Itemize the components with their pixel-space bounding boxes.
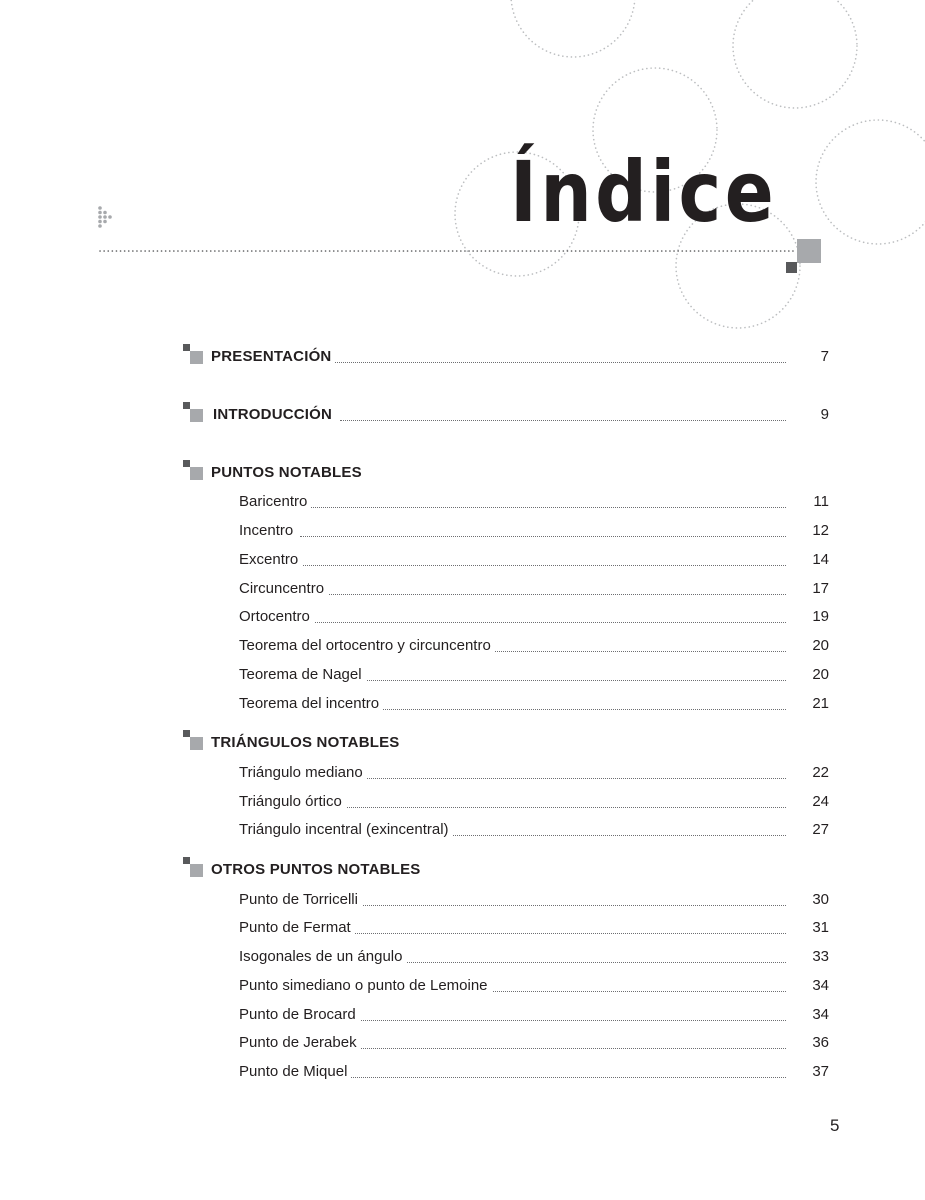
dot-leader — [300, 594, 786, 595]
page-folio: 5 — [830, 1116, 840, 1135]
deco-circle — [733, 0, 857, 108]
deco-circle — [511, 0, 635, 57]
deco-circle — [816, 120, 925, 244]
entry-title: Triángulo mediano — [239, 764, 367, 781]
entry-title: Teorema del incentro — [239, 695, 383, 712]
page-number: 20 — [812, 637, 829, 654]
double-square-bullet-icon — [190, 409, 203, 422]
dot-leader — [300, 507, 786, 508]
toc-entry[interactable] — [0, 921, 925, 943]
entry-title: Punto de Miquel — [239, 1063, 351, 1080]
page-number: 19 — [812, 608, 829, 625]
entry-title: Teorema de Nagel — [239, 666, 366, 683]
entry-title: Circuncentro — [239, 580, 328, 597]
double-square-bullet-icon — [190, 351, 203, 364]
page-number: 22 — [812, 764, 829, 781]
double-square-bullet-icon — [190, 737, 203, 750]
toc-entry[interactable] — [0, 1008, 925, 1030]
page-number: 9 — [820, 406, 829, 423]
double-square-bullet-icon — [183, 402, 190, 409]
dot-leader — [300, 933, 786, 934]
entry-title: Triángulo órtico — [239, 793, 346, 810]
entry-title: Ortocentro — [239, 608, 314, 625]
page-number: 14 — [812, 551, 829, 568]
dotted-arrow-icon — [98, 206, 112, 228]
entry-title: Punto de Torricelli — [239, 891, 362, 908]
entry-title: Isogonales de un ángulo — [239, 948, 406, 965]
page-number: 24 — [812, 793, 829, 810]
toc-entry[interactable] — [0, 893, 925, 915]
page-number: 34 — [812, 1006, 829, 1023]
page-number: 20 — [812, 666, 829, 683]
entry-title: Punto de Jerabek — [239, 1034, 361, 1051]
entry-title: Triángulo incentral (exincentral) — [239, 821, 453, 838]
toc-entry[interactable] — [0, 979, 925, 1001]
toc-entry[interactable] — [0, 795, 925, 817]
toc-entry[interactable] — [0, 639, 925, 661]
section-title: PUNTOS NOTABLES — [211, 464, 366, 481]
dot-leader — [300, 565, 786, 566]
toc-entry[interactable] — [0, 697, 925, 719]
page-number: 17 — [812, 580, 829, 597]
dot-leader — [300, 1077, 786, 1078]
entry-title: Punto de Fermat — [239, 919, 355, 936]
toc-section-otros-puntos-notables[interactable] — [0, 863, 925, 885]
dot-leader — [300, 778, 786, 779]
toc-entry[interactable] — [0, 950, 925, 972]
page-number: 36 — [812, 1034, 829, 1051]
page-number: 27 — [812, 821, 829, 838]
toc-section-puntos-notables[interactable] — [0, 466, 925, 488]
page-number: 31 — [812, 919, 829, 936]
toc-entry[interactable] — [0, 1036, 925, 1058]
toc-section-triangulos-notables[interactable] — [0, 736, 925, 758]
page-number: 12 — [812, 522, 829, 539]
section-title: INTRODUCCIÓN — [213, 406, 336, 423]
entry-title: Punto de Brocard — [239, 1006, 360, 1023]
toc-entry[interactable] — [0, 553, 925, 575]
entry-title: Incentro — [239, 522, 297, 539]
double-square-bullet-icon — [183, 344, 190, 351]
page-title: Índice — [510, 143, 778, 241]
double-square-bullet-icon — [190, 467, 203, 480]
toc-entry[interactable] — [0, 610, 925, 632]
page-number: 11 — [813, 493, 829, 510]
toc-entry[interactable] — [0, 823, 925, 845]
page-number: 34 — [812, 977, 829, 994]
section-title: TRIÁNGULOS NOTABLES — [211, 734, 404, 751]
dot-leader — [300, 1020, 786, 1021]
double-square-icon — [786, 239, 821, 273]
page-number: 7 — [820, 348, 829, 365]
page-number: 30 — [812, 891, 829, 908]
dot-leader — [300, 905, 786, 906]
toc-entry[interactable] — [0, 495, 925, 517]
toc-section-introduccion[interactable] — [0, 408, 925, 430]
toc-section-presentacion[interactable] — [0, 350, 925, 372]
dot-leader — [300, 680, 786, 681]
page-number: 21 — [812, 695, 829, 712]
dot-leader — [330, 362, 786, 363]
double-square-bullet-icon — [190, 864, 203, 877]
dot-leader — [340, 420, 786, 421]
toc-entry[interactable] — [0, 766, 925, 788]
section-title: OTROS PUNTOS NOTABLES — [211, 861, 425, 878]
toc-entry[interactable] — [0, 582, 925, 604]
double-square-bullet-icon — [183, 730, 190, 737]
double-square-bullet-icon — [183, 857, 190, 864]
entry-title: Teorema del ortocentro y circuncentro — [239, 637, 495, 654]
dot-leader — [300, 622, 786, 623]
toc-entry[interactable] — [0, 1065, 925, 1087]
double-square-bullet-icon — [183, 460, 190, 467]
toc-entry[interactable] — [0, 524, 925, 546]
dot-leader — [300, 1048, 786, 1049]
toc-entry[interactable] — [0, 668, 925, 690]
entry-title: Baricentro — [239, 493, 311, 510]
entry-title: Excentro — [239, 551, 302, 568]
entry-title: Punto simediano o punto de Lemoine — [239, 977, 492, 994]
page-number: 33 — [812, 948, 829, 965]
dot-leader — [300, 536, 786, 537]
dot-leader — [300, 807, 786, 808]
section-title: PRESENTACIÓN — [211, 348, 335, 365]
page-number: 37 — [812, 1063, 829, 1080]
